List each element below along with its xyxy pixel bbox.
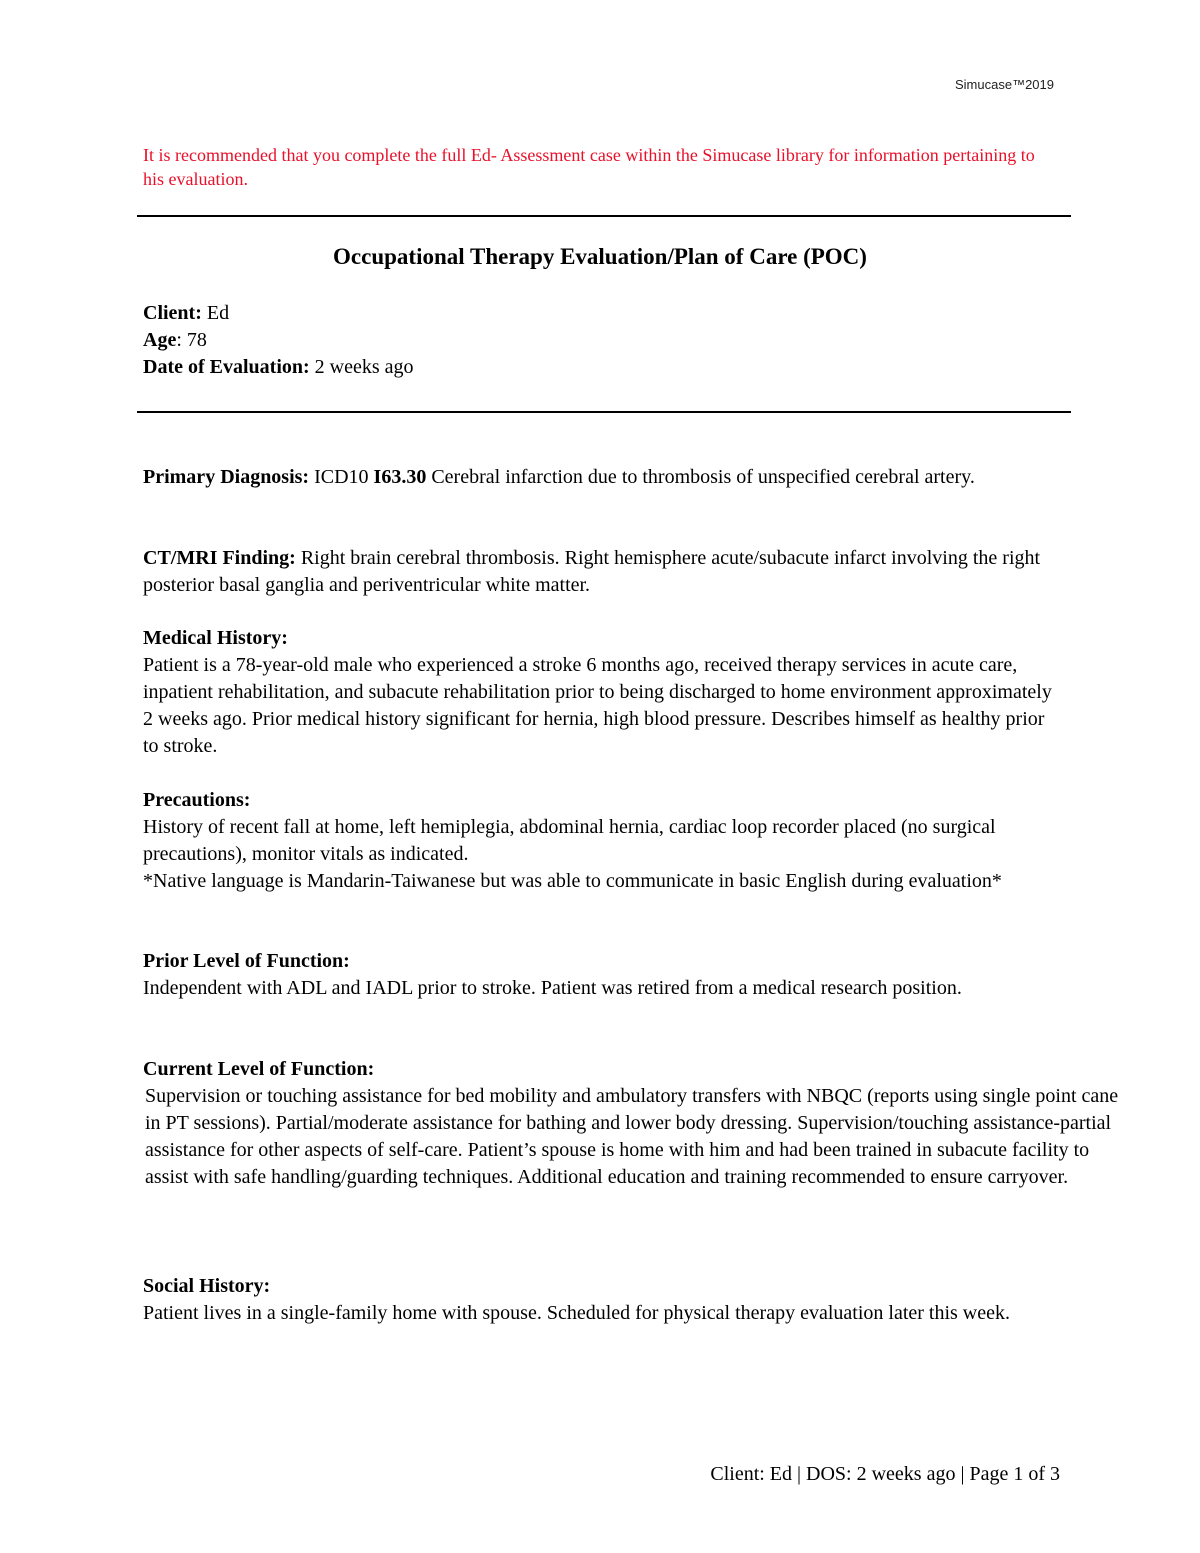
ct-mri-label: CT/MRI Finding: — [143, 547, 296, 569]
social-history-text: Patient lives in a single-family home with spouse. Scheduled for physical therapy evaluation later this week. — [143, 1302, 1011, 1324]
simucase-watermark: Simucase™2019 — [955, 77, 1054, 92]
primary-diagnosis-label: Primary Diagnosis: — [143, 466, 310, 488]
social-history-heading: Social History: — [143, 1275, 271, 1297]
prior-level-text: Independent with ADL and IADL prior to stroke. Patient was retired from a medical research position. — [143, 977, 962, 999]
medical-history-heading: Medical History: — [143, 627, 288, 649]
precautions-heading: Precautions: — [143, 789, 251, 811]
divider-top — [137, 215, 1071, 217]
client-value: Ed — [201, 302, 230, 324]
medical-history-section — [143, 625, 1063, 760]
medical-history-text: Patient is a 78-year-old male who experienced a stroke 6 months ago, received therapy services in acute care, inpatient rehabilitation, and subacute rehabilitation prior to being discharged to home environment approximately 2 weeks ago. Prior medical history significant for hernia, high blood pressure. Describes himself as healthy prior to stroke. — [143, 654, 1052, 757]
precautions-section — [143, 787, 1053, 895]
age-label: Age — [143, 329, 177, 351]
age-value: : 78 — [176, 329, 207, 351]
page-footer: Client: Ed | DOS: 2 weeks ago | Page 1 of 3 — [710, 1463, 1060, 1485]
prior-level-section — [143, 948, 1043, 1002]
precautions-text: History of recent fall at home, left hemiplegia, abdominal hernia, cardiac loop recorder placed (no surgical precautions), monitor vitals as indicated. — [143, 816, 996, 865]
diagnosis-description: Cerebral infarction due to thrombosis of unspecified cerebral artery. — [426, 466, 975, 488]
prior-level-heading: Prior Level of Function: — [143, 950, 350, 972]
ct-mri-finding: Right brain cerebral thrombosis. Right hemisphere acute/subacute infarct involving the right posterior basal ganglia and periventricular white matter. — [143, 547, 1041, 596]
date-label: Date of Evaluation: — [143, 356, 310, 378]
page-title: Occupational Therapy Evaluation/Plan of Care (POC) — [333, 244, 867, 269]
divider-bottom — [137, 411, 1071, 413]
age-line — [143, 327, 743, 354]
ct-mri-text — [143, 545, 1043, 599]
current-level-section — [143, 1056, 1128, 1191]
client-line — [143, 300, 743, 327]
ct-mri-section — [143, 545, 1043, 599]
recommendation-notice: It is recommended that you complete the full Ed- Assessment case within the Simucase library for information pertaining to his evaluation. — [143, 145, 1035, 189]
client-info-block — [143, 300, 743, 381]
date-line — [143, 354, 743, 381]
primary-diagnosis-section — [143, 464, 1003, 491]
client-label: Client: — [143, 302, 202, 324]
current-level-text: Supervision or touching assistance for bed mobility and ambulatory transfers with NBQC (reports using single point cane in PT sessions). Partial/moderate assistance for bathing and lower body dressing. Supervision/touching assistance-partial assistance for other aspects of self-care. Patient’s spouse is home with him and had been trained in subacute facility to assist with safe handling/guarding techniques. Additional education and training recommended to ensure carryover. — [145, 1085, 1119, 1188]
language-note: *Native language is Mandarin-Taiwanese but was able to communicate in basic English during evaluation* — [143, 870, 1002, 892]
icd-code: I63.30 — [373, 466, 427, 488]
current-level-heading: Current Level of Function: — [143, 1058, 375, 1080]
icd-prefix: ICD10 — [309, 466, 374, 488]
social-history-section — [143, 1273, 1033, 1327]
primary-diagnosis-text — [143, 464, 1003, 491]
date-value: 2 weeks ago — [309, 356, 414, 378]
